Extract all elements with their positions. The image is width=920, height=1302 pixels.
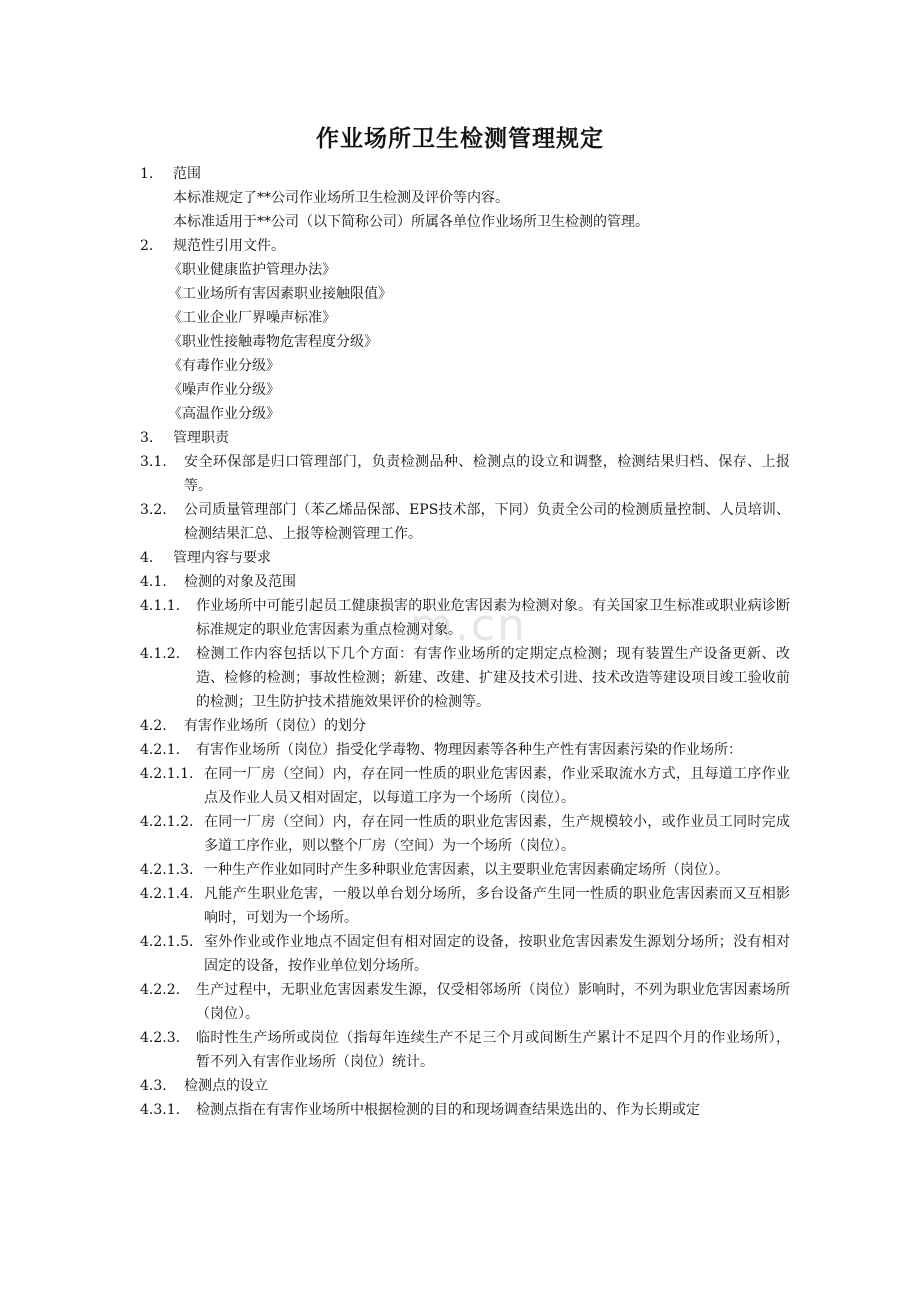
clause bbox=[140, 882, 790, 930]
clause bbox=[140, 810, 790, 858]
paragraph bbox=[140, 186, 790, 210]
clause bbox=[140, 762, 790, 810]
clause-number: 2. bbox=[140, 238, 154, 254]
clause-number: 4.2.1.3. bbox=[140, 862, 194, 878]
reference-text: 《高温作业分级》 bbox=[168, 406, 280, 422]
clause-number: 4.3.1. bbox=[140, 1102, 181, 1118]
clause-text: 有害作业场所（岗位）的划分 bbox=[184, 718, 366, 734]
clause bbox=[140, 162, 790, 186]
clause-text: 管理职责 bbox=[173, 430, 229, 446]
clause bbox=[140, 642, 790, 714]
clause-number: 4.3. bbox=[140, 1078, 167, 1094]
reference-text: 《工业企业厂界噪声标准》 bbox=[168, 310, 336, 326]
clause-text: 范围 bbox=[173, 166, 201, 182]
clause bbox=[140, 930, 790, 978]
paragraph-text: 本标准规定了**公司作业场所卫生检测及评价等内容。 bbox=[173, 190, 509, 206]
watermark: m.cn bbox=[410, 600, 527, 651]
reference-item bbox=[140, 258, 790, 282]
clause-text: 检测点的设立 bbox=[184, 1078, 268, 1094]
clause-text: 规范性引用文件。 bbox=[173, 238, 285, 254]
clause bbox=[140, 738, 790, 762]
clause-text: 生产过程中，无职业危害因素发生源，仅受相邻场所（岗位）影响时，不列为职业危害因素场所（岗位）。 bbox=[196, 982, 790, 1022]
clause-number: 3.2. bbox=[140, 502, 167, 518]
clause bbox=[140, 1074, 790, 1098]
document-body bbox=[140, 162, 790, 1122]
clause-number: 4.2.1.4. bbox=[140, 886, 194, 902]
reference-text: 《有毒作业分级》 bbox=[168, 358, 280, 374]
clause-number: 4. bbox=[140, 550, 154, 566]
clause-text: 有害作业场所（岗位）指受化学毒物、物理因素等各种生产性有害因素污染的作业场所： bbox=[196, 742, 742, 758]
reference-item bbox=[140, 306, 790, 330]
clause-text: 一种生产作业如同时产生多种职业危害因素，以主要职业危害因素确定场所（岗位）。 bbox=[204, 862, 729, 878]
document-title: 作业场所卫生检测管理规定 bbox=[316, 126, 604, 152]
reference-item bbox=[140, 402, 790, 426]
clause-text: 安全环保部是归口管理部门，负责检测品种、检测点的设立和调整，检测结果归档、保存、上报等。 bbox=[184, 454, 790, 494]
clause-number: 4.2.3. bbox=[140, 1030, 181, 1046]
clause-text: 在同一厂房（空间）内，存在同一性质的职业危害因素，作业采取流水方式，且每道工序作业点及作业人员又相对固定，以每道工序为一个场所（岗位）。 bbox=[204, 766, 790, 806]
clause-number: 3.1. bbox=[140, 454, 167, 470]
clause-text: 检测点指在有害作业场所中根据检测的目的和现场调查结果选出的、作为长期或定 bbox=[196, 1102, 700, 1118]
paragraph-text: 本标准适用于**公司（以下简称公司）所属各单位作业场所卫生检测的管理。 bbox=[173, 214, 649, 230]
clause-number: 4.2. bbox=[140, 718, 167, 734]
clause bbox=[140, 594, 790, 642]
clause-text: 检测工作内容包括以下几个方面：有害作业场所的定期定点检测；现有装置生产设备更新、改造、检修的检测；事故性检测；新建、改建、扩建及技术引进、技术改造等建设项目竣工验收前的检测；卫生防护技术措施效果评价的检测等。 bbox=[196, 646, 790, 710]
clause bbox=[140, 1026, 790, 1074]
clause-text: 公司质量管理部门（苯乙烯品保部、EPS技术部，下同）负责全公司的检测质量控制、人员培训、检测结果汇总、上报等检测管理工作。 bbox=[184, 502, 790, 542]
reference-item bbox=[140, 354, 790, 378]
reference-text: 《职业性接触毒物危害程度分级》 bbox=[168, 334, 378, 350]
clause-text: 管理内容与要求 bbox=[173, 550, 271, 566]
clause-number: 1. bbox=[140, 166, 154, 182]
clause-text: 检测的对象及范围 bbox=[184, 574, 296, 590]
clause bbox=[140, 498, 790, 546]
clause bbox=[140, 234, 790, 258]
clause-text: 在同一厂房（空间）内，存在同一性质的职业危害因素，生产规模较小，或作业员工同时完成多道工序作业，则以整个厂房（空间）为一个场所（岗位）。 bbox=[204, 814, 790, 854]
reference-text: 《职业健康监护管理办法》 bbox=[168, 262, 336, 278]
paragraph bbox=[140, 210, 790, 234]
clause-text: 凡能产生职业危害，一般以单台划分场所，多台设备产生同一性质的职业危害因素而又互相影响时，可划为一个场所。 bbox=[204, 886, 790, 926]
clause bbox=[140, 978, 790, 1026]
clause bbox=[140, 858, 790, 882]
clause-text: 临时性生产场所或岗位（指每年连续生产不足三个月或间断生产累计不足四个月的作业场所），暂不列入有害作业场所（岗位）统计。 bbox=[196, 1030, 790, 1070]
clause-number: 4.1.1. bbox=[140, 598, 181, 614]
clause-number: 4.2.1.5. bbox=[140, 934, 194, 950]
clause bbox=[140, 714, 790, 738]
clause-number: 4.2.2. bbox=[140, 982, 181, 998]
clause bbox=[140, 1098, 790, 1122]
clause-number: 4.1.2. bbox=[140, 646, 181, 662]
clause-number: 4.1. bbox=[140, 574, 167, 590]
clause-number: 3. bbox=[140, 430, 154, 446]
clause-number: 4.2.1.2. bbox=[140, 814, 194, 830]
clause bbox=[140, 450, 790, 498]
clause bbox=[140, 546, 790, 570]
clause bbox=[140, 426, 790, 450]
reference-item bbox=[140, 330, 790, 354]
clause-text: 室外作业或作业地点不固定但有相对固定的设备，按职业危害因素发生源划分场所；没有相对固定的设备，按作业单位划分场所。 bbox=[204, 934, 790, 974]
reference-text: 《工业场所有害因素职业接触限值》 bbox=[168, 286, 392, 302]
reference-item bbox=[140, 378, 790, 402]
clause-number: 4.2.1. bbox=[140, 742, 181, 758]
reference-text: 《噪声作业分级》 bbox=[168, 382, 280, 398]
clause bbox=[140, 570, 790, 594]
reference-item bbox=[140, 282, 790, 306]
clause-text: 作业场所中可能引起员工健康损害的职业危害因素为检测对象。有关国家卫生标准或职业病诊断标准规定的职业危害因素为重点检测对象。 bbox=[196, 598, 790, 638]
clause-number: 4.2.1.1. bbox=[140, 766, 194, 782]
